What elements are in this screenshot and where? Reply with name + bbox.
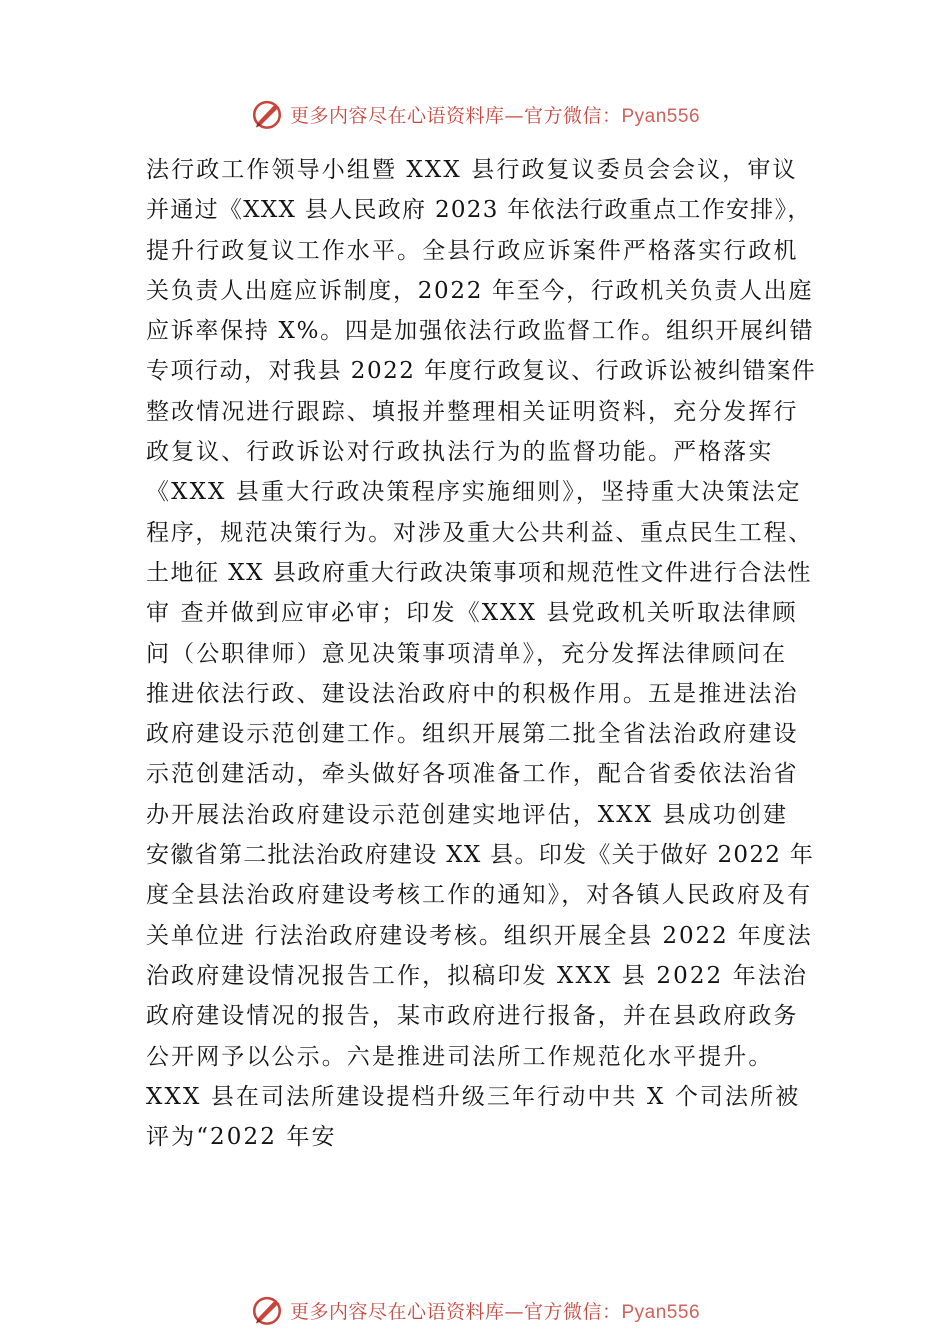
text-line: 政府建设情况的报告，某市政府进行报备，并在县政府政务: [146, 1003, 799, 1030]
text-line: 整改情况进行跟踪、填报并整理相关证明资料，充分发挥行: [146, 398, 799, 425]
text-line: 办开展法治政府建设示范创建实地评估，XXX 县成功创建: [146, 801, 789, 828]
text-line: 政复议、行政诉讼对行政执法行为的监督功能。严格落实: [146, 439, 774, 466]
text-line: 并通过《XXX 县人民政府 2023 年依法行政重点工作安排》，: [146, 197, 812, 224]
text-line: 程序，规范决策行为。对涉及重大公共利益、重点民生工程、: [146, 519, 813, 546]
wechat-id: Pyan556: [621, 1301, 701, 1323]
text-line: 问（公职律师）意见决策事项清单》，充分发挥法律顾问在: [146, 640, 788, 667]
text-line: 评为“2022 年安: [146, 1124, 337, 1151]
pen-logo-icon: [250, 1293, 284, 1327]
text-line: 政府建设示范创建工作。组织开展第二批全省法治政府建设: [146, 721, 799, 748]
text-line: 示范创建活动，牵头做好各项准备工作，配合省委依法治省: [146, 761, 799, 788]
text-line: 土地征 XX 县政府重大行政决策事项和规范性文件进行合法性: [146, 559, 812, 586]
wechat-id: Pyan556: [621, 105, 701, 127]
text-line: XXX 县在司法所建设提档升级三年行动中共 X 个司法所被: [146, 1083, 801, 1110]
text-line: 法行政工作领导小组暨 XXX 县行政复议委员会会议，审议: [146, 157, 798, 183]
text-line: 提升行政复议工作水平。全县行政应诉案件严格落实行政机: [146, 237, 799, 264]
document-body: [146, 150, 816, 1157]
text-line: 治政府建设情况报告工作，拟稿印发 XXX 县 2022 年法治: [146, 962, 808, 989]
text-line: 关单位进 行法治政府建设考核。组织开展全县 2022 年度法: [146, 922, 813, 949]
text-line: 安徽省第二批法治政府建设 XX 县。印发《关于做好 2022 年: [146, 842, 815, 869]
text-line: 公开网予以公示。六是推进司法所工作规范化水平提升。: [146, 1043, 774, 1070]
text-line: 应诉率保持 X%。四是加强依法行政监督工作。组织开展纠错: [146, 318, 815, 345]
watermark-header: [0, 94, 950, 134]
text-line: 度全县法治政府建设考核工作的通知》，对各镇人民政府及有: [146, 882, 813, 909]
text-line: 关负责人出庭应诉制度，2022 年至今，行政机关负责人出庭: [146, 277, 814, 304]
text-line: 推进依法行政、建设法治政府中的积极作用。五是推进法治: [146, 680, 799, 707]
text-line: 《XXX 县重大行政决策程序实施细则》，坚持重大决策法定: [146, 479, 802, 506]
watermark-text: 更多内容尽在心语资料库—官方微信：Pyan556: [289, 104, 701, 127]
watermark-footer: [0, 1290, 950, 1330]
watermark-text: 更多内容尽在心语资料库—官方微信：Pyan556: [289, 1300, 701, 1323]
text-line: 审 查并做到应审必审；印发《XXX 县党政机关听取法律顾: [146, 600, 798, 627]
text-line: 专项行动，对我县 2022 年度行政复议、行政诉讼被纠错案件: [146, 358, 817, 385]
pen-logo-icon: [250, 97, 284, 131]
